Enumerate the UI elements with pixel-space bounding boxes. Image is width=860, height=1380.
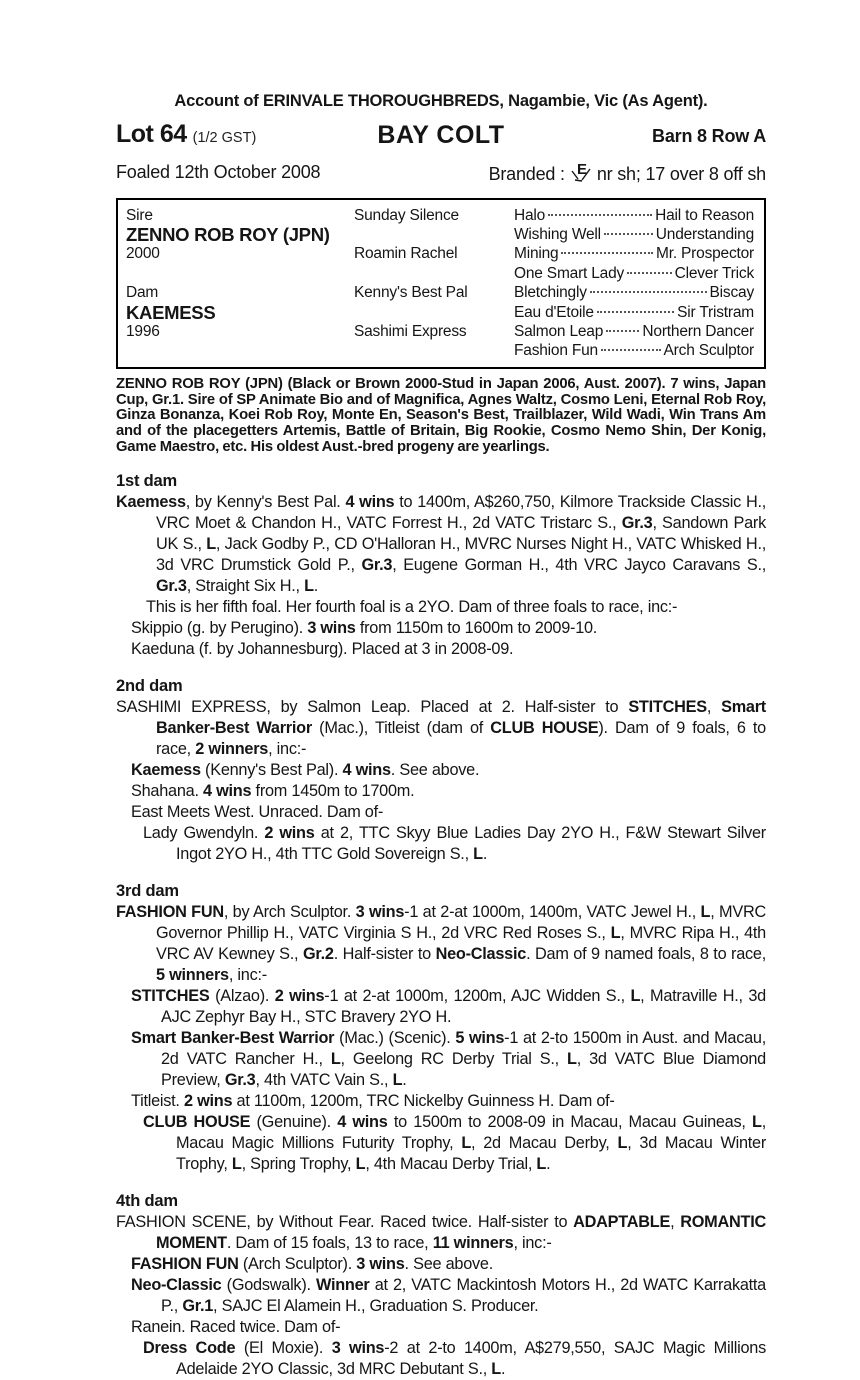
ancestor-right: Sir Tristram <box>677 303 754 321</box>
section-heading: 4th dam <box>116 1192 178 1211</box>
dam-entry: FASHION FUN, by Arch Sculptor. 3 wins-1 at 2-at 1000m, 1400m, VATC Jewel H., L, MVRC Governor Phillip H., VATC Virginia S H., 2d VRC Red Roses S., L, MVRC Ripa H., 4th VRC AV Kewney S., Gr.2. Half-sister to Neo-Classic. Dam of 9 named foals, 8 to race, 5 winners, inc:- <box>116 903 766 985</box>
ancestor-row <box>514 265 754 283</box>
dam-sire: Kenny's Best Pal <box>354 284 468 302</box>
dam-dam: Sashimi Express <box>354 323 467 341</box>
dam-label: Dam <box>126 284 159 302</box>
page-title: BAY COLT <box>377 121 505 149</box>
foal-entry: FASHION FUN (Arch Sculptor). 3 wins. See above. <box>131 1255 493 1274</box>
brand-letter: E <box>576 161 587 178</box>
leader-dots <box>561 252 653 254</box>
pedigree-table <box>116 198 766 369</box>
account-line: Account of ERINVALE THOROUGHBREDS, Nagambie, Vic (As Agent). <box>174 92 708 110</box>
foal-entry: East Meets West. Unraced. Dam of- <box>131 803 384 822</box>
section-heading: 2nd dam <box>116 677 183 696</box>
ancestor-row <box>514 226 754 244</box>
sire-label: Sire <box>126 206 153 224</box>
leader-dots <box>627 272 672 274</box>
ancestor-left: Bletchingly <box>514 284 587 302</box>
dam-name: KAEMESS <box>126 301 216 323</box>
ancestor-left: One Smart Lady <box>514 264 625 282</box>
ancestor-right: Understanding <box>655 226 754 244</box>
dam-entry: SASHIMI EXPRESS, by Salmon Leap. Placed at 2. Half-sister to STITCHES, Smart Banker-Best Warrior (Mac.), Titleist (dam of CLUB HOUSE). Dam of 9 foals, 6 to race, 2 winners, inc:- <box>116 698 766 759</box>
ancestor-left: Fashion Fun <box>514 342 598 360</box>
branded-label: Branded : <box>488 163 565 184</box>
foaled-row <box>116 162 766 186</box>
brand-mark-icon <box>570 160 592 184</box>
leader-dots <box>606 330 639 332</box>
lot-number: Lot 64 <box>116 120 187 148</box>
dam-note: This is her fifth foal. Her fourth foal is a 2YO. Dam of three foals to race, inc:- <box>146 598 678 617</box>
leader-dots <box>604 233 653 235</box>
foal-entry: Smart Banker-Best Warrior (Mac.) (Scenic). 5 wins-1 at 2-to 1500m in Aust. and Macau, 2d VATC Rancher H., L, Geelong RC Derby Trial S., L, 3d VATC Blue Diamond Preview, Gr.3, 4th VATC Vain S., L. <box>131 1029 766 1090</box>
ancestor-row <box>514 284 754 302</box>
grandfoal-entry: Lady Gwendyln. 2 wins at 2, TTC Skyy Blue Ladies Day 2YO H., F&W Stewart Silver Ingot 2YO H., 4th TTC Gold Sovereign S., L. <box>143 824 766 864</box>
ancestor-left: Mining <box>514 245 559 263</box>
ancestor-right: Clever Trick <box>674 264 754 282</box>
ancestor-left: Salmon Leap <box>514 323 604 341</box>
barn-location: Barn 8 Row A <box>652 126 766 146</box>
foaled-date: Foaled 12th October 2008 <box>116 162 321 182</box>
foal-entry: Kaemess (Kenny's Best Pal). 4 wins. See above. <box>131 761 480 780</box>
foal-entry: Neo-Classic (Godswalk). Winner at 2, VATC Mackintosh Motors H., 2d WATC Karrakatta P., Gr.1, SAJC El Alamein H., Graduation S. Producer. <box>131 1276 766 1316</box>
dam-entry: FASHION SCENE, by Without Fear. Raced twice. Half-sister to ADAPTABLE, ROMANTIC MOMENT. Dam of 15 foals, 13 to race, 11 winners, inc:- <box>116 1213 766 1253</box>
foal-entry: STITCHES (Alzao). 2 wins-1 at 2-at 1000m, 1200m, AJC Widden S., L, Matraville H., 3d AJC Zephyr Bay H., STC Bravery 2YO H. <box>131 987 766 1027</box>
ancestor-right: Arch Sculptor <box>663 342 754 360</box>
dam-year: 1996 <box>126 323 160 341</box>
ancestor-left: Eau d'Etoile <box>514 303 594 321</box>
ancestor-row <box>514 323 754 341</box>
ancestor-right: Northern Dancer <box>642 323 754 341</box>
sire-year: 2000 <box>126 245 160 263</box>
sire-dam: Roamin Rachel <box>354 245 458 263</box>
ancestor-row <box>514 245 754 263</box>
ancestor-row <box>514 342 754 360</box>
foal-entry: Skippio (g. by Perugino). 3 wins from 1150m to 1600m to 2009-10. <box>131 619 598 638</box>
section-heading: 1st dam <box>116 472 177 491</box>
leader-dots <box>601 349 661 351</box>
ancestor-right: Biscay <box>709 284 754 302</box>
section-2nd-dam <box>116 677 766 865</box>
ancestor-right: Mr. Prospector <box>656 245 754 263</box>
grandfoal-entry: CLUB HOUSE (Genuine). 4 wins to 1500m to 2008-09 in Macau, Macau Guineas, L, Macau Magic Millions Futurity Trophy, L, 2d Macau Derby, L, 3d Macau Winter Trophy, L, Spring Trophy, L, 4th Macau Derby Trial, L. <box>143 1113 766 1174</box>
ancestor-right: Hail to Reason <box>655 206 754 224</box>
sire-sire: Sunday Silence <box>354 206 459 224</box>
section-4th-dam <box>116 1192 766 1380</box>
section-3rd-dam <box>116 882 766 1175</box>
section-heading: 3rd dam <box>116 882 179 901</box>
foal-entry: Kaeduna (f. by Johannesburg). Placed at 3 in 2008-09. <box>131 640 514 659</box>
foal-entry: Titleist. 2 wins at 1100m, 1200m, TRC Nickelby Guinness H. Dam of- <box>131 1092 615 1111</box>
ancestor-left: Wishing Well <box>514 226 601 244</box>
dam-entry: Kaemess, by Kenny's Best Pal. 4 wins to 1400m, A$260,750, Kilmore Trackside Classic H., VRC Moet & Chandon H., VATC Forrest H., 2d VATC Tristarc S., Gr.3, Sandown Park UK S., L, Jack Godby P., CD O'Halloran H., MVRC Nurses Night H., VATC Whisked H., 3d VRC Drumstick Gold P., Gr.3, Eugene Gorman H., 4th VRC Jayco Caravans S., Gr.3, Straight Six H., L. <box>116 493 766 596</box>
page-content <box>116 92 766 1380</box>
section-1st-dam <box>116 472 766 660</box>
ancestor-row <box>514 207 754 225</box>
foal-entry: Shahana. 4 wins from 1450m to 1700m. <box>131 782 415 801</box>
leader-dots <box>548 214 652 216</box>
gst-note: (1/2 GST) <box>192 130 257 146</box>
branded-info <box>489 162 766 186</box>
branded-detail: nr sh; 17 over 8 off sh <box>596 163 766 184</box>
ancestor-left: Halo <box>514 206 546 224</box>
sire-name: ZENNO ROB ROY (JPN) <box>126 224 330 246</box>
foal-entry: Ranein. Raced twice. Dam of- <box>131 1318 341 1337</box>
lot-row <box>116 120 766 150</box>
leader-dots <box>597 311 674 313</box>
leader-dots <box>590 291 707 293</box>
sire-summary: ZENNO ROB ROY (JPN) (Black or Brown 2000-Stud in Japan 2006, Aust. 2007). 7 wins, Japan Cup, Gr.1. Sire of SP Animate Bio and of Magnifica, Agnes Waltz, Cosmo Leni, Eternal Rob Roy, Ginza Bonanza, Koei Rob Roy, Monte En, Season's Best, Trailblazer, Wild Wadi, Win Trans Am and of the placegetters Artemis, Battle of Britain, Big Rookie, Cosmo Nemo Shin, Der Konig, Game Maestro, etc. His oldest Aust.-bred progeny are yearlings. <box>116 376 766 455</box>
ancestor-row <box>514 304 754 322</box>
grandfoal-entry: Dress Code (El Moxie). 3 wins-2 at 2-to 1400m, A$279,550, SAJC Magic Millions Adelaide 2YO Classic, 3d MRC Debutant S., L. <box>143 1339 766 1379</box>
